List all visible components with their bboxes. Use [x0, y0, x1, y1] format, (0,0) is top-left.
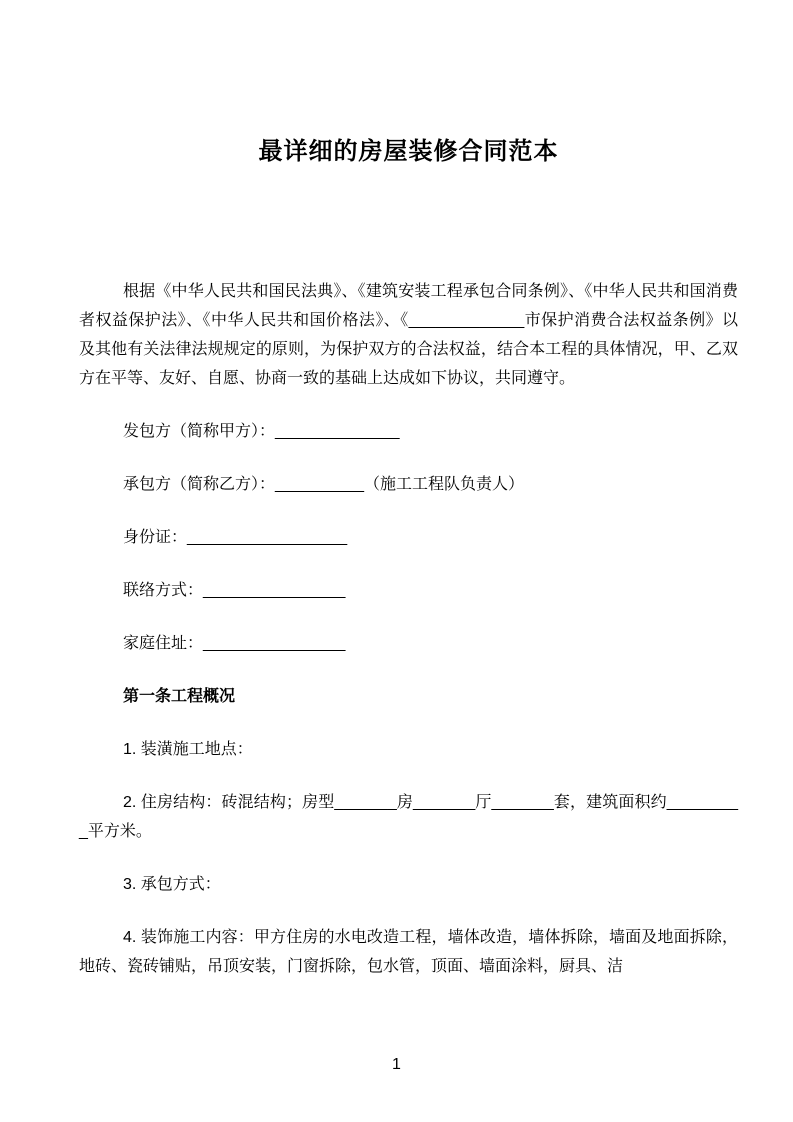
home-address-line: 家庭住址：________________	[123, 635, 346, 652]
item-4-renovation-content: 4. 装饰施工内容：甲方住房的水电改造工程，墙体改造，墙体拆除，墙面及地面拆除，地砖、瓷砖铺贴，吊顶安装，门窗拆除，包水管，顶面、墙面涂料，厨具、洁	[79, 929, 738, 975]
contact-line: 联络方式：________________	[123, 582, 346, 599]
section-1-heading: 第一条工程概况	[123, 688, 236, 705]
id-card-line: 身份证：__________________	[123, 529, 348, 546]
document-title: 最详细的房屋装修合同范本	[258, 138, 559, 165]
page-number: 1	[392, 1056, 401, 1073]
item-3-contract-mode: 3. 承包方式：	[123, 876, 221, 893]
party-b-line: 承包方（简称乙方）：__________（施工工程队负责人）	[123, 476, 524, 493]
item-1-renovation-site: 1. 装潢施工地点：	[123, 741, 253, 758]
party-a-line: 发包方（简称甲方）：______________	[123, 423, 400, 440]
intro-paragraph: 根据《中华人民共和国民法典》、《建筑安装工程承包合同条例》、《中华人民共和国消费者权益保护法》、《中华人民共和国价格法》、《_____________市保护消费合法权益条例》以及其他有关法律法规规定的原则，为保护双方的合法权益，结合本工程的具体情况，甲、乙双方在平等、友好、自愿、协商一致的基础上达成如下协议，共同遵守。	[79, 283, 738, 387]
item-2-house-structure: 2. 住房结构：砖混结构；房型_______房_______厅_______套，建筑面积约_________平方米。	[79, 794, 738, 840]
